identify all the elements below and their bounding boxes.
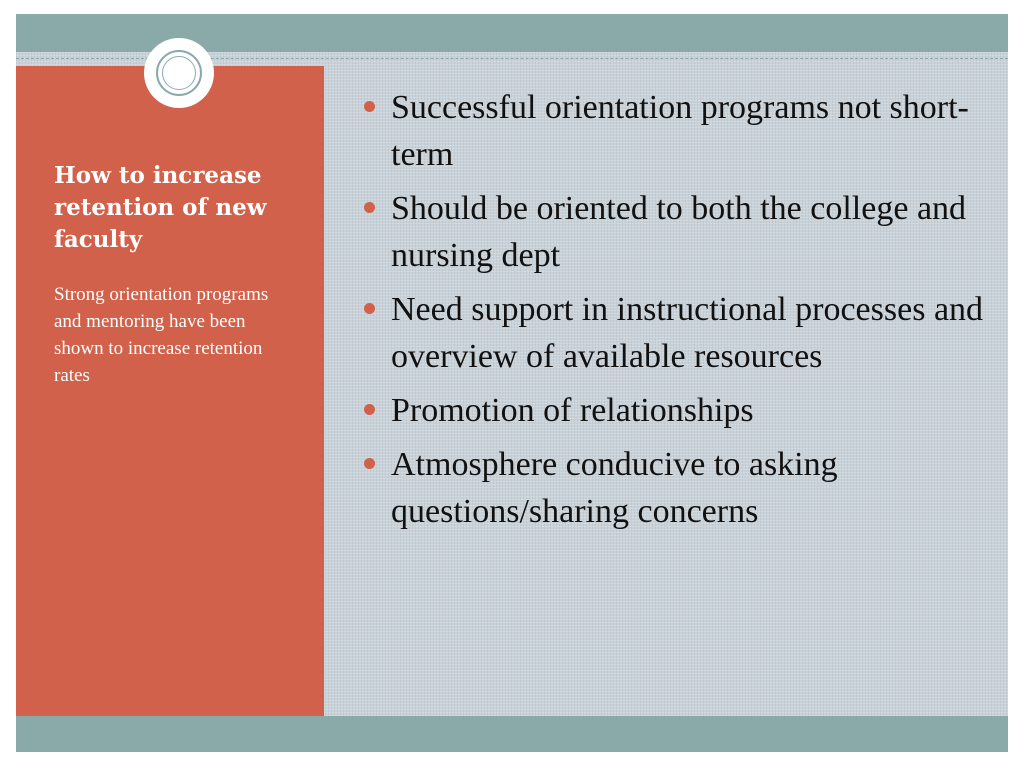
- circle-ring-icon: [144, 38, 214, 108]
- emblem-inner-ring: [162, 56, 196, 90]
- bullet-text: Atmosphere conducive to asking questions/sharing concerns: [391, 446, 838, 530]
- bullet-dot-icon: [364, 303, 375, 314]
- bullet-list: [360, 84, 990, 542]
- bullet-item: [360, 286, 990, 380]
- bullet-dot-icon: [364, 458, 375, 469]
- bullet-text: Promotion of relationships: [391, 392, 754, 429]
- emblem-ring: [156, 50, 202, 96]
- slide-subtitle: Strong orientation programs and mentoring have been shown to increase retention rates: [54, 284, 269, 386]
- slide-title: How to increase retention of new faculty: [54, 162, 267, 253]
- bullet-item: [360, 387, 990, 434]
- slide: [16, 14, 1008, 752]
- side-panel: [16, 66, 324, 716]
- bullet-text: Should be oriented to both the college and nursing dept: [391, 190, 967, 274]
- bullet-text: Need support in instructional processes and overview of available resources: [391, 291, 984, 375]
- bullet-dot-icon: [364, 101, 375, 112]
- bullet-dot-icon: [364, 404, 375, 415]
- bullet-dot-icon: [364, 202, 375, 213]
- bullet-item: [360, 185, 990, 279]
- bullet-item: [360, 84, 990, 178]
- bottom-band: [16, 716, 1008, 752]
- bullet-text: Successful orientation programs not short-term: [391, 89, 969, 173]
- bullet-item: [360, 441, 990, 535]
